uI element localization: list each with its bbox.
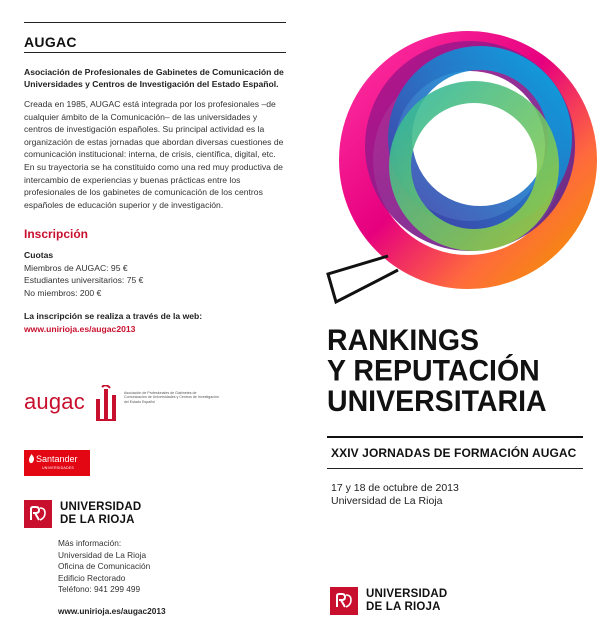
ur-emblem-icon [330, 587, 358, 615]
location-text: Universidad de La Rioja [331, 495, 443, 507]
web-note [24, 310, 202, 335]
heading-rule [24, 52, 286, 53]
title-line: Y REPUTACIÓN [327, 354, 540, 388]
title-line: UNIVERSITARIA [327, 384, 547, 419]
santander-name: Santander [36, 454, 78, 464]
ur-logo-line2: DE LA RIOJA [366, 601, 441, 613]
universidad-rioja-logo [24, 500, 141, 528]
speech-pointer [328, 256, 398, 302]
contact-line: Teléfono: 941 299 499 [58, 584, 141, 595]
event-date [331, 482, 459, 508]
universidad-rioja-logo-main [330, 587, 447, 615]
ur-logo-line1: UNIVERSIDAD [60, 501, 142, 513]
santander-sub: UNIVERSIDADES [42, 466, 74, 470]
title-line: RANKINGS [327, 323, 480, 358]
santander-flame-icon [28, 454, 35, 464]
augac-logo-description: Asociación de Profesionales de Gabinetes de Comunicación de Universidades y Centros de Investigación del Estado Español [124, 391, 219, 404]
event-title [327, 323, 547, 419]
org-subtitle: Asociación de Profesionales de Gabinetes de Comunicación de Universidades y Centros de Investigación del Estado Español. [24, 67, 284, 89]
santander-logo [24, 450, 90, 476]
contact-block [58, 538, 150, 596]
registration-link[interactable]: www.unirioja.es/augac2013 [24, 323, 136, 334]
event-subtitle: XXIV JORNADAS DE FORMACIÓN AUGAC [331, 446, 577, 460]
contact-web-link[interactable]: www.unirioja.es/augac2013 [58, 606, 166, 616]
date-text: 17 y 18 de octubre de 2013 [331, 482, 459, 494]
contact-line: Edificio Rectorado [58, 572, 126, 583]
web-note-text: La inscripción se realiza a través de la web: [24, 311, 203, 321]
top-rule [24, 22, 286, 23]
org-heading: AUGAC [24, 34, 77, 50]
fees-title: Cuotas [24, 250, 54, 260]
subtitle-rule [327, 436, 583, 438]
ur-logo-line2: DE LA RIOJA [60, 514, 135, 526]
fee-item: No miembros: 200 € [24, 287, 102, 298]
ur-emblem-icon [24, 500, 52, 528]
rings-graphic [318, 8, 598, 320]
ur-logo-line1: UNIVERSIDAD [366, 588, 448, 600]
fee-item: Estudiantes universitarios: 75 € [24, 275, 144, 286]
augac-logo [24, 385, 219, 425]
contact-line: Oficina de Comunicación [58, 561, 151, 572]
augac-mark-icon [92, 385, 120, 425]
contact-line: Universidad de La Rioja [58, 549, 147, 560]
fees-block [24, 249, 143, 299]
subtitle-rule-bottom [327, 468, 583, 469]
augac-logo-wordmark: augac [24, 389, 85, 414]
fee-item: Miembros de AUGAC: 95 € [24, 262, 128, 273]
org-description: Creada en 1985, AUGAC está integrada por los profesionales –de cualquier ámbito de la Comunicación– de las universidades y centros de investigación españoles. Su principal actividad es la organización de estas jornadas que abordan diversas cuestiones de comunicación institucional: interna, de crisis, científica, digital, etc. En su trayectoria se ha constituido como una red muy productiva de intercambio de experiencias y buenas prácticas entre los profesionales de los gabinetes de comunicación de los centros españoles de educación superior y de investigación. [24, 99, 284, 210]
contact-line: Más información: [58, 538, 122, 548]
inscription-heading: Inscripción [24, 227, 89, 241]
